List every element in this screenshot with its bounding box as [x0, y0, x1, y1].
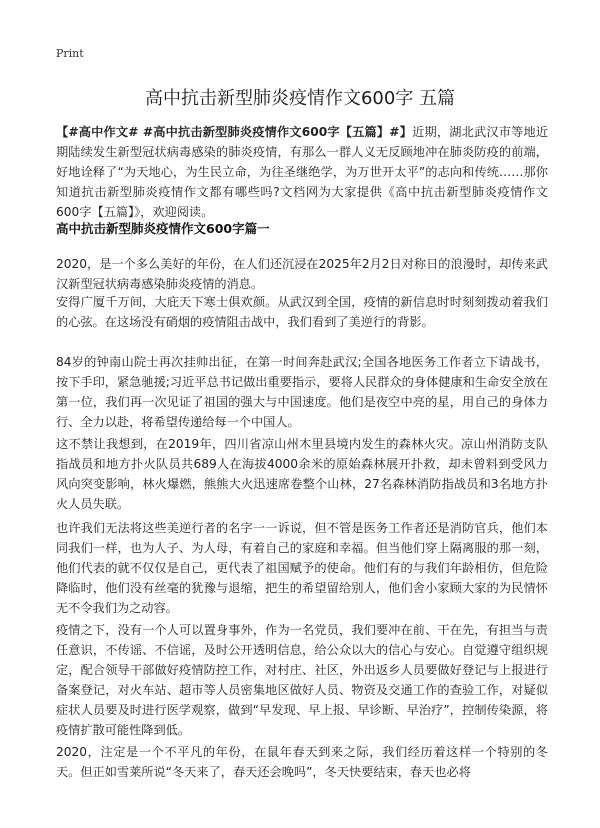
page-title: 高中抗击新型肺炎疫情作文600字 五篇: [144, 88, 456, 109]
paragraph-4: 这不禁让我想到，在2019年，四川省凉山州木里县境内发生的森林火灾。凉山州消防支队指战员和地方扑火队员共689人在海拔4000余米的原始森林展开扑救，却未曾料到受风力风向突变影响，林火爆燃，熊熊大火迅速席卷整个山林，27名森林消防指战员和3名地方扑火人员失联。: [56, 437, 548, 511]
paragraph-5: 也许我们无法将这些美逆行者的名字一一诉说，但不管是医务工作者还是消防官兵，他们本同我们一样，也为人子、为人母，有着自己的家庭和幸福。但当他们穿上隔离服的那一刻，他们代表的就不仅仅是自己，更代表了祖国赋予的使命。他们有的与我们年龄相仿，但危险降临时，他们没有丝毫的犹豫与退缩，把生的希望留给别人，他们舍小家顾大家的为民情怀无不令我们为之动容。: [56, 521, 548, 615]
paragraph-1: 2020，是一个多么美好的年份，在人们还沉浸在2025年2月2日对称日的浪漫时，却传来武汉新型冠状病毒感染肺炎疫情的消息。: [56, 257, 548, 291]
intro-paragraph: [56, 122, 548, 222]
intro-text: 近期，湖北武汉市等地近期陆续发生新型冠状病毒感染的肺炎疫情，有那么一群人义无反顾地冲在肺炎防疫的前端，好地诠释了“为天地心，为生民立命，为往圣继绝学，为万世开太平”的志向和传统……那你知道抗击新型肺炎疫情作文都有哪些吗?文档网为大家提供《高中抗击新型肺炎疫情作文600字【五篇】》，欢迎阅读。: [56, 125, 549, 219]
paragraph-3: 84岁的钟南山院士再次挂帅出征，在第一时间奔赴武汉;全国各地医务工作者立下请战书，按下手印，紧急驰援;习近平总书记做出重要指示，要将人民群众的身体健康和生命安全放在第一位，我们再一次见证了祖国的强大与中国速度。他们是夜空中亮的星，用自己的身体力行、全力以赴，将希望传递给每一个中国人。: [56, 355, 548, 429]
section-heading: 高中抗击新型肺炎疫情作文600字篇一: [56, 221, 270, 236]
paragraph-7: 2020，注定是一个不平凡的年份，在鼠年春天到来之际，我们经历着这样一个特别的冬天。但正如雪莱所说“冬天来了，春天还会晚吗”，冬天快要结束，春天也必将: [56, 745, 548, 779]
paragraph-2: 安得广厦千万间，大庇天下寒士俱欢颜。从武汉到全国，疫情的新信息时时刻刻拨动着我们的心弦。在这场没有硝烟的疫情阻击战中，我们看到了美逆行的背影。: [56, 295, 548, 329]
intro-lead: 【#高中作文# #高中抗击新型肺炎疫情作文600字【五篇】#】: [56, 125, 413, 139]
paragraph-6: 疫情之下，没有一个人可以置身事外，作为一名党员，我们要冲在前、干在先，有担当与责任意识，不传谣、不信谣，及时公开透明信息，给公众以大的信心与安心。自觉遵守组织规定，配合领导干部做好疫情防控工作，对村庄、社区，外出返乡人员要做好登记与上报进行备案登记，对火车站、超市等人员密集地区做好人员、物资及交通工作的查验工作，对疑似症状人员要及时进行医学观察，做到“早发现、早上报、早诊断、早治疗”，控制传染源，将疫情扩散可能性降到低。: [56, 623, 548, 737]
print-link[interactable]: Print: [56, 47, 84, 60]
